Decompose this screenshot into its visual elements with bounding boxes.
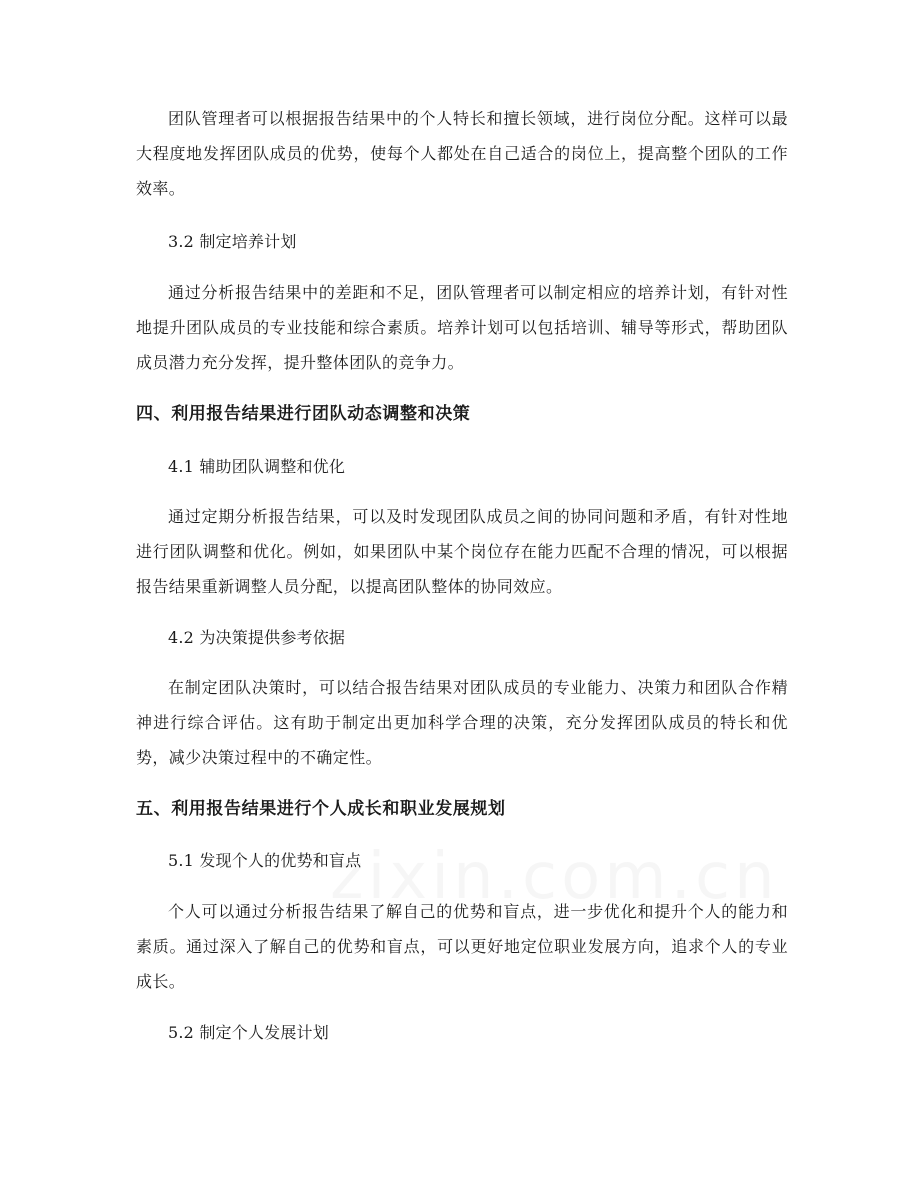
subheading-4-1: 4.1 辅助团队调整和优化 xyxy=(168,457,346,476)
subheading-5-1: 5.1 发现个人的优势和盲点 xyxy=(168,851,362,870)
subheading-4-2: 4.2 为决策提供参考依据 xyxy=(168,628,346,647)
subheading-3-2: 3.2 制定培养计划 xyxy=(168,232,297,251)
paragraph-strengths-blindspots: 个人可以通过分析报告结果了解自己的优势和盲点，进一步优化和提升个人的能力和素质。通过深入了解自己的优势和盲点，可以更好地定位职业发展方向，追求个人的专业成长。 xyxy=(136,902,788,991)
paragraph-training-plan: 通过分析报告结果中的差距和不足，团队管理者可以制定相应的培养计划，有针对性地提升团队成员的专业技能和综合素质。培养计划可以包括培训、辅导等形式，帮助团队成员潜力充分发挥，提升整体团队的竞争力。 xyxy=(136,283,788,372)
paragraph-team-adjustment: 通过定期分析报告结果，可以及时发现团队成员之间的协同问题和矛盾，有针对性地进行团队调整和优化。例如，如果团队中某个岗位存在能力匹配不合理的情况，可以根据报告结果重新调整人员分配，以提高团队整体的协同效应。 xyxy=(136,507,788,596)
heading-section-4: 四、利用报告结果进行团队动态调整和决策 xyxy=(136,404,471,424)
watermark xyxy=(330,840,779,914)
subheading-5-2: 5.2 制定个人发展计划 xyxy=(168,1023,329,1042)
heading-section-5: 五、利用报告结果进行个人成长和职业发展规划 xyxy=(136,799,506,819)
paragraph-job-assignment: 团队管理者可以根据报告结果中的个人特长和擅长领域，进行岗位分配。这样可以最大程度地发挥团队成员的优势，使每个人都处在自己适合的岗位上，提高整个团队的工作效率。 xyxy=(136,109,788,198)
paragraph-decision-support: 在制定团队决策时，可以结合报告结果对团队成员的专业能力、决策力和团队合作精神进行综合评估。这有助于制定出更加科学合理的决策，充分发挥团队成员的特长和优势，减少决策过程中的不确定性。 xyxy=(136,678,788,767)
